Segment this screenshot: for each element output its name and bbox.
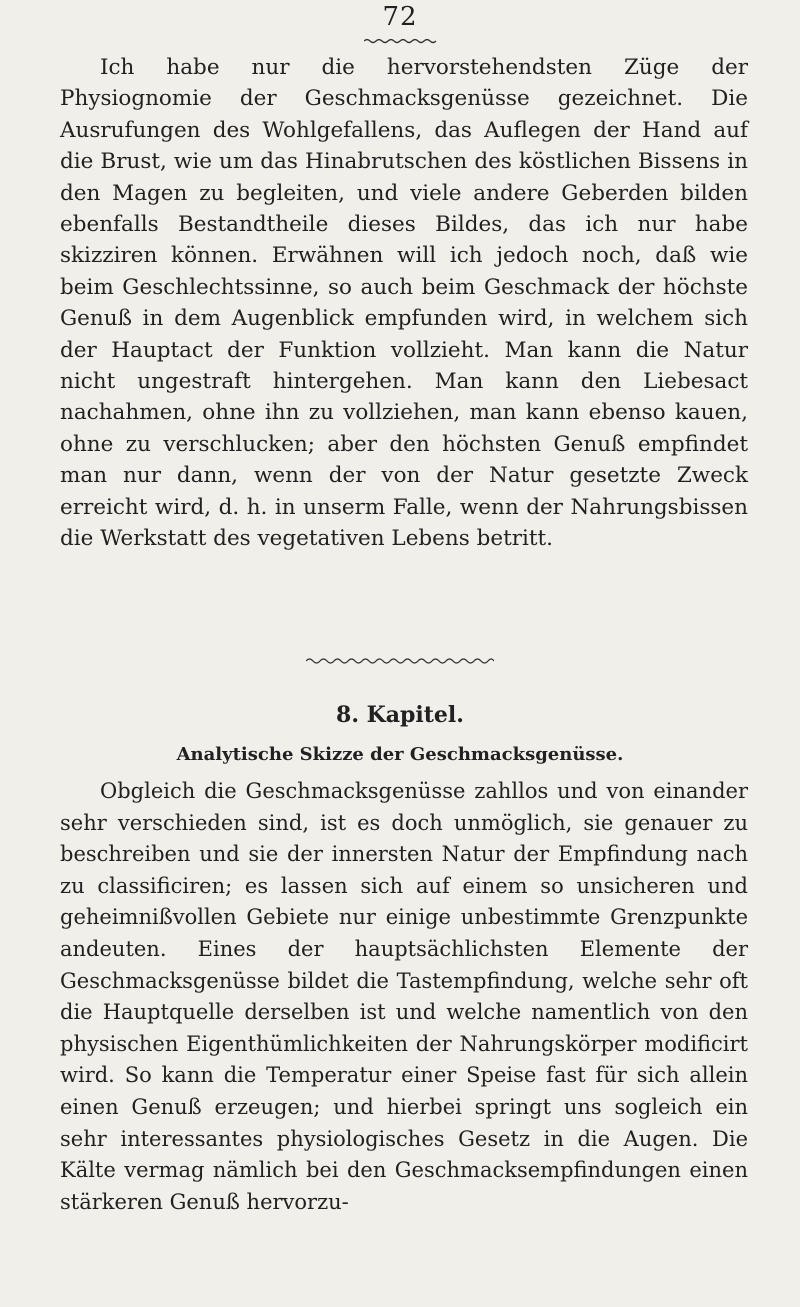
page-number-wavy-rule <box>364 38 438 44</box>
page-number: 72 <box>382 2 418 32</box>
body-paragraph: Ich habe nur die hervorstehendsten Züge der Physiognomie der Geschmacksgenüsse gezeichnet. Die Ausrufungen des Wohlgefallens, das Auflegen der Hand auf die Brust, wie um das Hinabrutschen des köstlichen Bissens in den Magen zu begleiten, und viele andere Geberden bilden ebenfalls Bestandtheile dieses Bildes, das ich nur habe skizziren können. Erwähnen will ich jedoch noch, daß wie beim Geschlechtssinne, so auch beim Geschmack der höchste Genuß in dem Augenblick empfunden wird, in welchem sich der Hauptact der Funktion vollzieht. Man kann die Natur nicht ungestraft hintergehen. Man kann den Liebesact nachahmen, ohne ihn zu vollziehen, man kann ebenso kauen, ohne zu verschlucken; aber den höchsten Genuß empfindet man nur dann, wenn der von der Natur gesetzte Zweck erreicht wird, d. h. in unserm Falle, wenn der Nahrungsbissen die Werkstatt des vegetativen Lebens betritt. <box>60 55 748 552</box>
section-divider-ornament <box>306 657 494 665</box>
chapter-subtitle: Analytische Skizze der Geschmacksgenüsse. <box>176 744 624 765</box>
chapter-title: 8. Kapitel. <box>336 702 464 728</box>
body-paragraph: Obgleich die Geschmacksgenüsse zahllos und von einander sehr verschieden sind, ist es doch unmöglich, sie genauer zu beschreiben und sie der innersten Natur der Empfindung nach zu classificiren; es lassen sich auf einem so unsicheren und geheimnißvollen Gebiete nur einige unbestimmte Grenzpunkte andeuten. Eines der hauptsächlichsten Elemente der Geschmacksgenüsse bildet die Tastempfindung, welche sehr oft die Hauptquelle derselben ist und welche namentlich von den physischen Eigenthümlichkeiten der Nahrungskörper modificirt wird. So kann die Temperatur einer Speise fast für sich allein einen Genuß erzeugen; und hierbei springt uns sogleich ein sehr interessantes physiologisches Gesetz in die Augen. Die Kälte vermag nämlich bei den Geschmacksempfindungen einen stärkeren Genuß hervorzu- <box>60 779 748 1214</box>
